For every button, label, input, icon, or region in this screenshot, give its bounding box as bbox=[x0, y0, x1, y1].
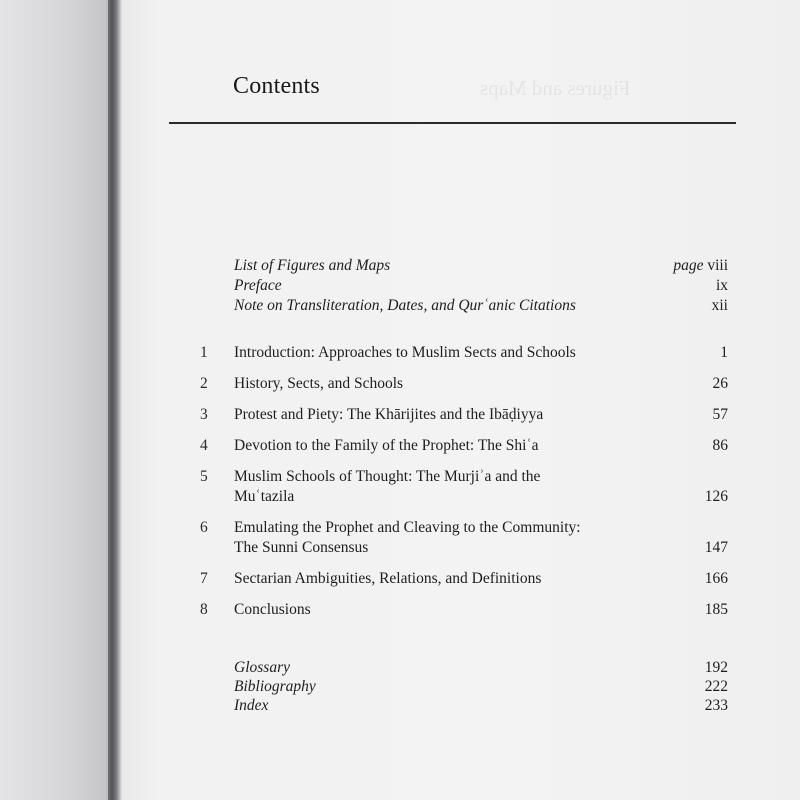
toc-entry-front[interactable] bbox=[200, 276, 728, 296]
chapter-title: Devotion to the Family of the Prophet: The Shiʿa bbox=[234, 437, 539, 454]
toc-chapter-1[interactable] bbox=[200, 343, 728, 363]
chapter-number: 6 bbox=[200, 519, 208, 536]
entry-title: Bibliography bbox=[234, 678, 316, 695]
chapter-number: 3 bbox=[200, 406, 208, 423]
entry-page: xii bbox=[711, 297, 728, 314]
toc-entry-back[interactable] bbox=[200, 658, 728, 677]
toc-chapter-3[interactable] bbox=[200, 405, 728, 425]
chapter-number: 2 bbox=[200, 375, 208, 392]
front-matter-list bbox=[200, 256, 728, 316]
entry-page: 233 bbox=[704, 697, 728, 714]
toc-entry-front[interactable] bbox=[200, 296, 728, 316]
chapter-number: 7 bbox=[200, 570, 208, 587]
chapter-number: 4 bbox=[200, 437, 208, 454]
entry-page: page viii bbox=[673, 257, 728, 274]
entry-page: ix bbox=[715, 277, 728, 294]
back-matter-list bbox=[200, 658, 728, 715]
chapter-title-line2: Muʿtazila bbox=[234, 488, 295, 505]
entry-title: Glossary bbox=[234, 659, 290, 676]
toc-entry-front[interactable] bbox=[200, 256, 728, 276]
chapter-title: Sectarian Ambiguities, Relations, and Definitions bbox=[234, 570, 542, 587]
entry-page: 192 bbox=[704, 659, 728, 676]
toc-chapter-7[interactable] bbox=[200, 569, 728, 589]
chapter-title: Protest and Piety: The Khārijites and the Ibāḍiyya bbox=[234, 406, 544, 423]
toc-chapter-2[interactable] bbox=[200, 374, 728, 394]
title-rule bbox=[169, 122, 736, 124]
chapter-list bbox=[200, 343, 728, 620]
chapter-page: 86 bbox=[712, 437, 728, 454]
chapter-number: 5 bbox=[200, 468, 208, 485]
toc-chapter-6[interactable] bbox=[200, 518, 728, 558]
chapter-title: Muslim Schools of Thought: The Murjiʾa and the bbox=[234, 468, 541, 485]
entry-page: 222 bbox=[704, 678, 728, 695]
chapter-title: Emulating the Prophet and Cleaving to the Community: bbox=[234, 519, 581, 536]
chapter-number: 1 bbox=[200, 344, 208, 361]
toc-chapter-4[interactable] bbox=[200, 436, 728, 456]
chapter-title: History, Sects, and Schools bbox=[234, 375, 404, 392]
entry-title: List of Figures and Maps bbox=[234, 257, 391, 274]
entry-title: Note on Transliteration, Dates, and Qurʿanic Citations bbox=[234, 297, 576, 314]
chapter-page: 26 bbox=[712, 375, 728, 392]
entry-title: Index bbox=[234, 697, 269, 714]
left-page bbox=[0, 0, 110, 800]
chapter-page: 1 bbox=[720, 344, 728, 361]
chapter-title: Conclusions bbox=[234, 601, 311, 618]
page-title: Contents bbox=[233, 73, 320, 99]
show-through-text: Figures and Maps bbox=[480, 76, 631, 100]
chapter-page: 126 bbox=[704, 488, 728, 505]
toc-chapter-5[interactable] bbox=[200, 467, 728, 507]
chapter-title-line2: The Sunni Consensus bbox=[234, 539, 369, 556]
chapter-page: 166 bbox=[704, 570, 728, 587]
chapter-title: Introduction: Approaches to Muslim Sects and Schools bbox=[234, 344, 576, 361]
toc-entry-back[interactable] bbox=[200, 677, 728, 696]
toc-chapter-8[interactable] bbox=[200, 600, 728, 620]
chapter-number: 8 bbox=[200, 601, 208, 618]
chapter-page: 185 bbox=[704, 601, 728, 618]
chapter-page: 57 bbox=[712, 406, 728, 423]
entry-title: Preface bbox=[234, 277, 282, 294]
book-gutter bbox=[108, 0, 122, 800]
chapter-page: 147 bbox=[704, 539, 728, 556]
toc-entry-back[interactable] bbox=[200, 696, 728, 715]
